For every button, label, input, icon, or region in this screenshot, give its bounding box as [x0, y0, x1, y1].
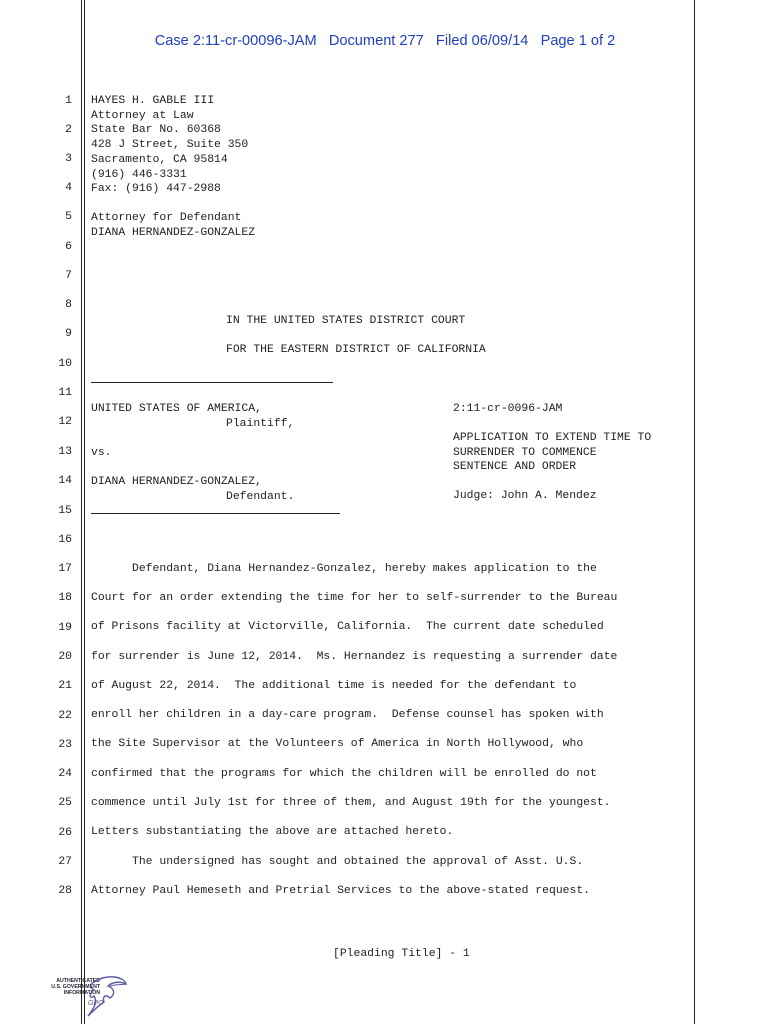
plaintiff-role: Plaintiff,: [226, 417, 295, 430]
line-number: 6: [65, 241, 72, 253]
line-number: 20: [58, 651, 72, 663]
attorney-for-label: Attorney for Defendant: [91, 212, 242, 224]
body-line: of August 22, 2014. The additional time is needed for the defendant to: [91, 680, 577, 692]
line-number: 5: [65, 211, 72, 223]
body-line: The undersigned has sought and obtained the approval of Asst. U.S.: [91, 856, 584, 868]
line-number: 18: [58, 592, 72, 604]
line-number: 27: [58, 856, 72, 868]
line-number: 17: [58, 563, 72, 575]
line-number: 7: [65, 270, 72, 282]
document-title-line-3: SENTENCE AND ORDER: [453, 461, 577, 474]
case-header: Case 2:11-cr-00096-JAM Document 277 Filed 06/09/14 Page 1 of 2: [154, 33, 616, 49]
defendant-role: Defendant.: [226, 490, 295, 503]
document-title-line-2: SURRENDER TO COMMENCE: [453, 446, 597, 459]
line-number: 11: [58, 387, 72, 399]
attorney-phone: (916) 446-3331: [91, 168, 187, 181]
line-number: 9: [65, 328, 72, 340]
body-line: Defendant, Diana Hernandez-Gonzalez, hereby makes application to the: [91, 563, 597, 575]
line-number: 8: [65, 299, 72, 311]
attorney-bar-number: State Bar No. 60368: [91, 124, 221, 137]
line-number: 24: [58, 768, 72, 780]
line-number: 23: [58, 739, 72, 751]
body-line: for surrender is June 12, 2014. Ms. Hernandez is requesting a surrender date: [91, 651, 618, 663]
gpo-label: GPO: [88, 1000, 104, 1007]
body-line: Letters substantiating the above are attached hereto.: [91, 826, 454, 838]
line-number: 13: [58, 446, 72, 458]
attorney-title: Attorney at Law: [91, 109, 194, 122]
line-number: 2: [65, 124, 72, 136]
body-line: the Site Supervisor at the Volunteers of America in North Hollywood, who: [91, 738, 584, 750]
margin-rule-left-outer: [81, 0, 82, 1024]
line-number: 12: [58, 416, 72, 428]
body-line: Court for an order extending the time for her to self-surrender to the Bureau: [91, 592, 618, 604]
defendant-name: DIANA HERNANDEZ-GONZALEZ,: [91, 476, 262, 488]
line-number: 19: [58, 622, 72, 634]
versus: vs.: [91, 447, 112, 459]
line-number: 3: [65, 153, 72, 165]
attorney-city: Sacramento, CA 95814: [91, 153, 228, 166]
attorney-for-client: DIANA HERNANDEZ-GONZALEZ: [91, 226, 256, 239]
line-number: 22: [58, 710, 72, 722]
seal-line: AUTHENTICATED: [56, 978, 100, 984]
line-number: 14: [58, 475, 72, 487]
attorney-street: 428 J Street, Suite 350: [91, 139, 249, 152]
page-footer: [Pleading Title] - 1: [333, 948, 470, 960]
margin-rule-left-inner: [84, 0, 85, 1024]
body-line: commence until July 1st for three of them, and August 19th for the youngest.: [91, 797, 611, 809]
line-number: 16: [58, 534, 72, 546]
caption-bottom-rule: [91, 513, 340, 514]
body-line: confirmed that the programs for which the children will be enrolled do not: [91, 768, 597, 780]
attorney-name: HAYES H. GABLE III: [91, 95, 215, 107]
case-number: 2:11-cr-0096-JAM: [453, 403, 563, 415]
document-title-line-1: APPLICATION TO EXTEND TIME TO: [453, 432, 652, 444]
body-line: of Prisons facility at Victorville, California. The current date scheduled: [91, 621, 604, 633]
body-line: Attorney Paul Hemeseth and Pretrial Services to the above-stated request.: [91, 885, 590, 897]
line-number: 15: [58, 505, 72, 517]
judge-name: Judge: John A. Mendez: [453, 490, 597, 502]
line-number: 21: [58, 680, 72, 692]
line-number: 1: [65, 95, 72, 107]
caption-top-rule: [91, 382, 333, 383]
plaintiff-name: UNITED STATES OF AMERICA,: [91, 403, 262, 415]
body-line: enroll her children in a day-care program. Defense counsel has spoken with: [91, 709, 604, 721]
line-number: 4: [65, 182, 72, 194]
gpo-eagle-icon: [44, 972, 134, 1018]
attorney-fax: Fax: (916) 447-2988: [91, 183, 221, 196]
margin-rule-right: [694, 0, 695, 1024]
court-name: IN THE UNITED STATES DISTRICT COURT: [226, 315, 466, 327]
line-number: 10: [58, 358, 72, 370]
seal-line: U.S. GOVERNMENT: [51, 984, 100, 990]
line-number: 28: [58, 885, 72, 897]
line-number: 25: [58, 797, 72, 809]
line-number: 26: [58, 827, 72, 839]
court-district: FOR THE EASTERN DISTRICT OF CALIFORNIA: [226, 344, 486, 356]
seal-line: INFORMATION: [63, 990, 100, 996]
